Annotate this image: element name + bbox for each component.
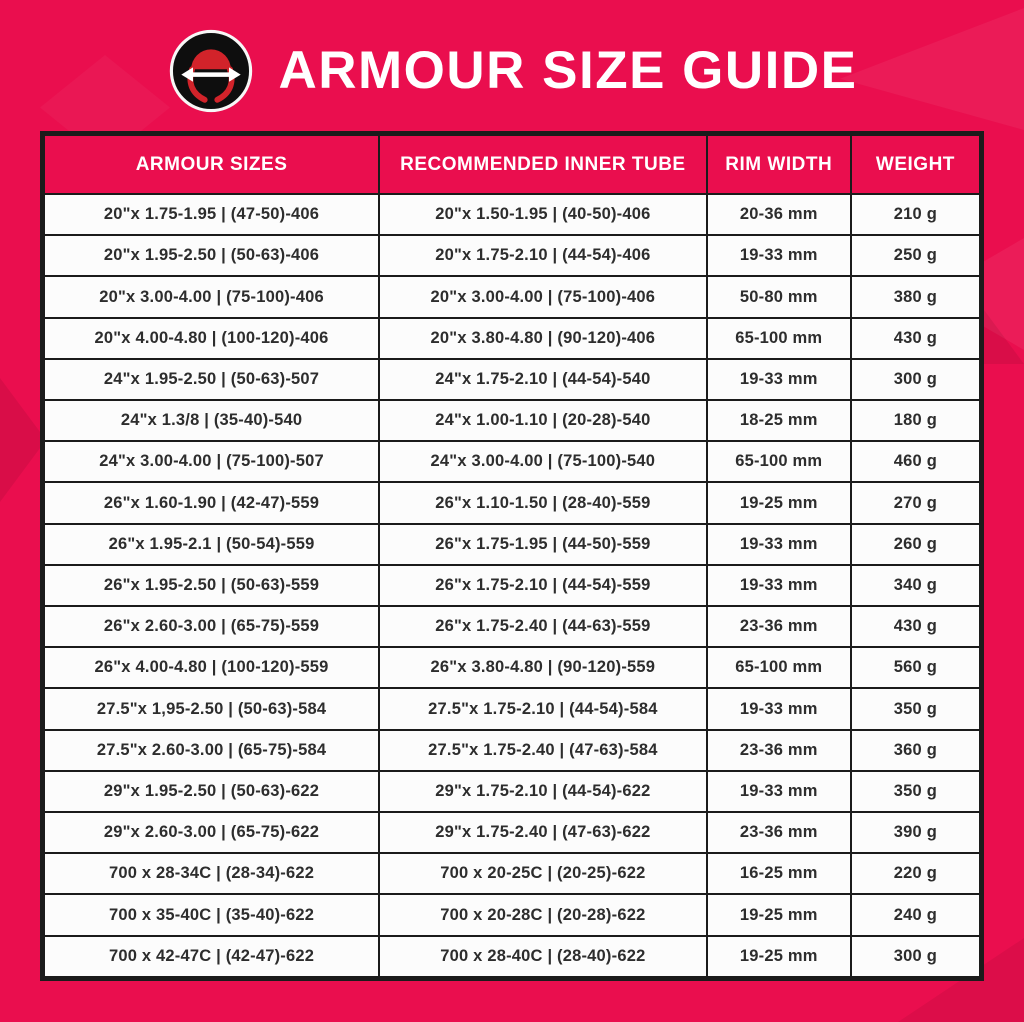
table-row [44,318,980,359]
size-guide-table [40,131,984,981]
cell-inner-tube: 20"x 1.50-1.95 | (40-50)-406 [379,194,707,235]
table-row [44,524,980,565]
cell-weight: 350 g [851,688,980,729]
cell-inner-tube: 26"x 1.75-2.10 | (44-54)-559 [379,565,707,606]
cell-armour-size: 26"x 1.95-2.50 | (50-63)-559 [44,565,379,606]
cell-armour-size: 20"x 3.00-4.00 | (75-100)-406 [44,276,379,317]
cell-inner-tube: 24"x 1.75-2.10 | (44-54)-540 [379,359,707,400]
column-header-rim-width: RIM WIDTH [707,135,851,194]
cell-armour-size: 29"x 1.95-2.50 | (50-63)-622 [44,771,379,812]
cell-rim-width: 23-36 mm [707,730,851,771]
cell-armour-size: 29"x 2.60-3.00 | (65-75)-622 [44,812,379,853]
column-header-armour-sizes: ARMOUR SIZES [44,135,379,194]
table-row [44,606,980,647]
cell-rim-width: 20-36 mm [707,194,851,235]
cell-rim-width: 19-33 mm [707,565,851,606]
column-header-recommended-inner-tube: RECOMMENDED INNER TUBE [379,135,707,194]
cell-rim-width: 19-25 mm [707,894,851,935]
cell-rim-width: 50-80 mm [707,276,851,317]
column-header-weight: WEIGHT [851,135,980,194]
cell-armour-size: 26"x 1.60-1.90 | (42-47)-559 [44,482,379,523]
cell-rim-width: 16-25 mm [707,853,851,894]
cell-weight: 210 g [851,194,980,235]
table-row [44,400,980,441]
page-title: ARMOUR SIZE GUIDE [278,41,858,100]
cell-armour-size: 26"x 1.95-2.1 | (50-54)-559 [44,524,379,565]
cell-armour-size: 700 x 35-40C | (35-40)-622 [44,894,379,935]
header [0,0,1024,131]
cell-rim-width: 19-33 mm [707,235,851,276]
table-row [44,565,980,606]
table-row [44,482,980,523]
cell-weight: 260 g [851,524,980,565]
cell-inner-tube: 24"x 3.00-4.00 | (75-100)-540 [379,441,707,482]
cell-inner-tube: 26"x 1.75-1.95 | (44-50)-559 [379,524,707,565]
cell-inner-tube: 20"x 3.00-4.00 | (75-100)-406 [379,276,707,317]
table-row [44,276,980,317]
cell-armour-size: 26"x 4.00-4.80 | (100-120)-559 [44,647,379,688]
cell-inner-tube: 26"x 1.75-2.40 | (44-63)-559 [379,606,707,647]
table-row [44,730,980,771]
cell-rim-width: 23-36 mm [707,812,851,853]
inner-tube-double-arrow-logo-icon [166,26,256,116]
cell-armour-size: 20"x 4.00-4.80 | (100-120)-406 [44,318,379,359]
cell-rim-width: 65-100 mm [707,647,851,688]
cell-inner-tube: 24"x 1.00-1.10 | (20-28)-540 [379,400,707,441]
cell-weight: 360 g [851,730,980,771]
table-body [44,194,980,977]
cell-inner-tube: 26"x 3.80-4.80 | (90-120)-559 [379,647,707,688]
cell-armour-size: 24"x 3.00-4.00 | (75-100)-507 [44,441,379,482]
size-table [43,134,981,978]
cell-armour-size: 26"x 2.60-3.00 | (65-75)-559 [44,606,379,647]
table-row [44,853,980,894]
cell-rim-width: 19-33 mm [707,771,851,812]
cell-weight: 460 g [851,441,980,482]
cell-weight: 380 g [851,276,980,317]
cell-inner-tube: 700 x 28-40C | (28-40)-622 [379,936,707,977]
cell-weight: 220 g [851,853,980,894]
cell-rim-width: 65-100 mm [707,318,851,359]
cell-weight: 340 g [851,565,980,606]
cell-weight: 430 g [851,318,980,359]
cell-weight: 350 g [851,771,980,812]
cell-armour-size: 27.5"x 1,95-2.50 | (50-63)-584 [44,688,379,729]
cell-armour-size: 20"x 1.75-1.95 | (47-50)-406 [44,194,379,235]
cell-armour-size: 27.5"x 2.60-3.00 | (65-75)-584 [44,730,379,771]
cell-armour-size: 24"x 1.95-2.50 | (50-63)-507 [44,359,379,400]
table-row [44,235,980,276]
cell-inner-tube: 700 x 20-28C | (20-28)-622 [379,894,707,935]
cell-weight: 560 g [851,647,980,688]
cell-weight: 390 g [851,812,980,853]
cell-rim-width: 19-33 mm [707,524,851,565]
cell-armour-size: 24"x 1.3/8 | (35-40)-540 [44,400,379,441]
cell-weight: 300 g [851,359,980,400]
cell-armour-size: 700 x 28-34C | (28-34)-622 [44,853,379,894]
cell-weight: 240 g [851,894,980,935]
cell-inner-tube: 700 x 20-25C | (20-25)-622 [379,853,707,894]
table-row [44,194,980,235]
table-header-row [44,135,980,194]
table-row [44,812,980,853]
cell-weight: 270 g [851,482,980,523]
table-row [44,647,980,688]
cell-rim-width: 19-33 mm [707,359,851,400]
cell-weight: 430 g [851,606,980,647]
cell-rim-width: 19-25 mm [707,936,851,977]
cell-inner-tube: 27.5"x 1.75-2.10 | (44-54)-584 [379,688,707,729]
logo-circle [172,31,251,110]
table-row [44,688,980,729]
cell-rim-width: 23-36 mm [707,606,851,647]
cell-inner-tube: 20"x 1.75-2.10 | (44-54)-406 [379,235,707,276]
table-row [44,894,980,935]
cell-inner-tube: 26"x 1.10-1.50 | (28-40)-559 [379,482,707,523]
cell-inner-tube: 29"x 1.75-2.10 | (44-54)-622 [379,771,707,812]
cell-weight: 300 g [851,936,980,977]
table-row [44,441,980,482]
cell-rim-width: 65-100 mm [707,441,851,482]
cell-weight: 180 g [851,400,980,441]
table-row [44,359,980,400]
cell-armour-size: 700 x 42-47C | (42-47)-622 [44,936,379,977]
cell-inner-tube: 20"x 3.80-4.80 | (90-120)-406 [379,318,707,359]
cell-rim-width: 18-25 mm [707,400,851,441]
table-row [44,771,980,812]
cell-rim-width: 19-33 mm [707,688,851,729]
cell-rim-width: 19-25 mm [707,482,851,523]
table-row [44,936,980,977]
cell-armour-size: 20"x 1.95-2.50 | (50-63)-406 [44,235,379,276]
cell-inner-tube: 27.5"x 1.75-2.40 | (47-63)-584 [379,730,707,771]
cell-inner-tube: 29"x 1.75-2.40 | (47-63)-622 [379,812,707,853]
cell-weight: 250 g [851,235,980,276]
